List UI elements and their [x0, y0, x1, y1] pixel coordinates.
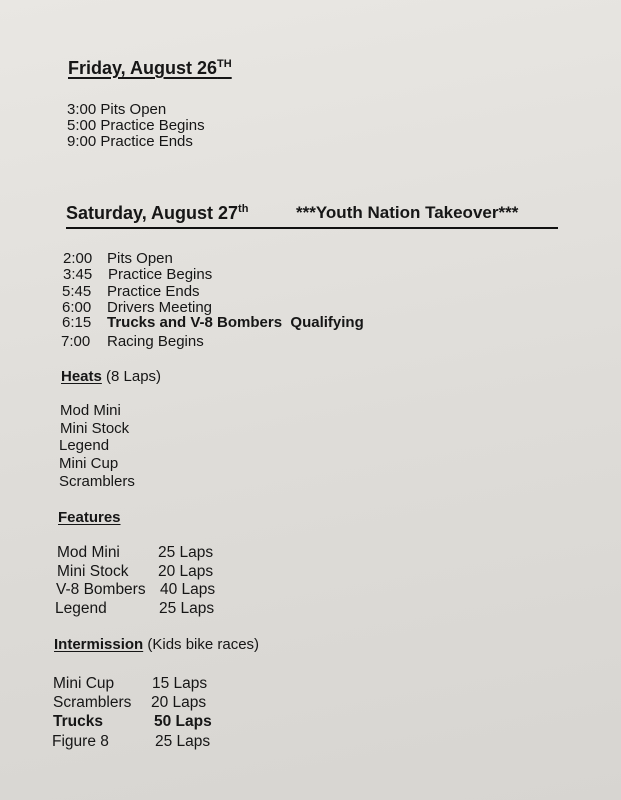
saturday-schedule-row	[61, 333, 204, 350]
race-laps: 50 Laps	[154, 713, 212, 730]
heat-class: Mod Mini	[60, 402, 121, 419]
race-name: Mod Mini	[57, 544, 120, 561]
race-laps: 20 Laps	[151, 694, 207, 711]
race-laps: 25 Laps	[158, 544, 214, 561]
schedule-event: Practice Ends	[107, 283, 200, 300]
schedule-event: Racing Begins	[107, 333, 204, 350]
race-name: Scramblers	[53, 694, 132, 711]
heat-class: Scramblers	[59, 473, 135, 490]
friday-heading	[68, 58, 232, 79]
race-laps: 20 Laps	[158, 563, 214, 580]
race-name: Trucks	[53, 713, 103, 730]
saturday-heading-sup: th	[238, 203, 249, 215]
saturday-heading	[66, 203, 248, 224]
heats-title: Heats	[61, 368, 102, 385]
heat-class: Mini Stock	[60, 420, 130, 437]
schedule-time: 7:00	[61, 333, 91, 350]
heat-class: Mini Cup	[59, 455, 119, 472]
race-name: V-8 Bombers	[56, 581, 146, 598]
saturday-heading-text: Saturday, August 27	[66, 203, 239, 223]
features-title: Features	[58, 509, 121, 526]
schedule-event: Drivers Meeting	[107, 299, 213, 316]
schedule-event: Practice Begins	[108, 266, 213, 283]
heats-section-title	[61, 368, 161, 385]
race-name: Mini Cup	[53, 675, 115, 692]
saturday-heading-banner	[66, 203, 558, 229]
race-laps: 25 Laps	[159, 600, 215, 617]
heats-note: (8 Laps)	[101, 368, 162, 385]
schedule-time: 3:45	[63, 266, 93, 283]
intermission-title: Intermission	[54, 636, 144, 653]
schedule-time: 2:00	[63, 250, 93, 267]
saturday-schedule-row	[63, 266, 212, 283]
race-laps: 40 Laps	[160, 581, 216, 598]
saturday-schedule-row	[62, 314, 364, 331]
race-laps: 15 Laps	[152, 675, 208, 692]
schedule-time: 6:00	[62, 299, 92, 316]
friday-schedule-item: 5:00 Practice Begins	[67, 117, 205, 134]
features-section-title	[58, 509, 121, 526]
race-name: Mini Stock	[57, 563, 129, 580]
race-name: Figure 8	[52, 733, 109, 750]
friday-schedule-item: 3:00 Pits Open	[67, 101, 167, 118]
race-laps: 25 Laps	[155, 733, 211, 750]
schedule-time: 5:45	[62, 283, 92, 300]
youth-nation-banner: ***Youth Nation Takeover***	[296, 203, 519, 222]
saturday-schedule-row	[62, 283, 200, 300]
schedule-event: Pits Open	[107, 250, 173, 267]
heat-class: Legend	[59, 437, 110, 454]
friday-heading-text: Friday, August 26	[68, 58, 218, 78]
schedule-time: 6:15	[62, 314, 92, 331]
schedule-event-qualifying: Trucks and V-8 Bombers Qualifying	[107, 314, 364, 331]
intermission-note: (Kids bike races)	[143, 636, 260, 653]
friday-schedule-item: 9:00 Practice Ends	[67, 133, 193, 150]
friday-heading-sup: TH	[217, 58, 232, 70]
race-name: Legend	[55, 600, 107, 617]
saturday-schedule-row	[63, 250, 173, 267]
intermission-section-title	[54, 636, 259, 653]
